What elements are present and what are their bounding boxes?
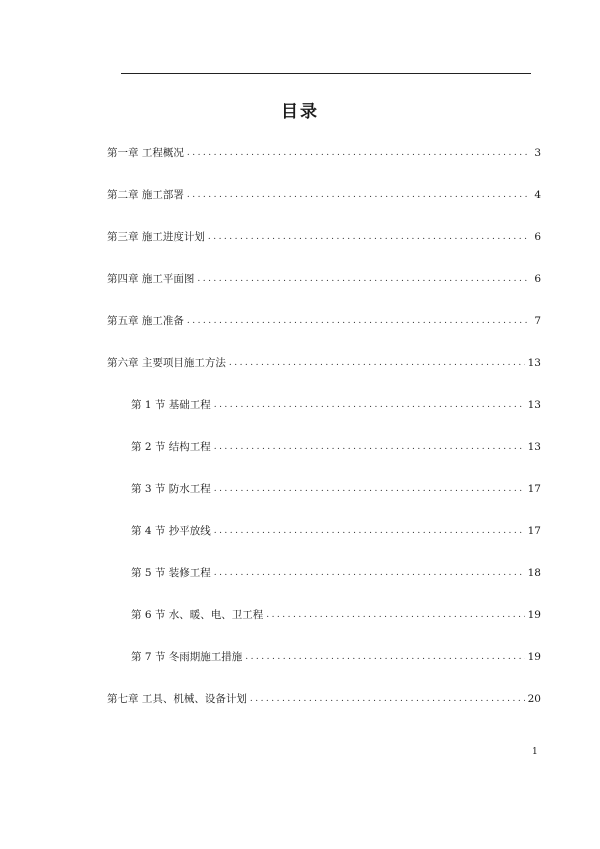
toc-entry-page: 6 [534,273,541,285]
dot-leader [197,269,530,289]
toc-entry-chapter-1[interactable] [107,143,541,163]
dot-leader [187,311,530,331]
toc-entry-label: 第 4 节 抄平放线 [131,525,211,537]
toc-entry-page: 4 [534,189,541,201]
toc-entry-chapter-5[interactable] [107,311,541,331]
dot-leader [214,437,525,457]
toc-entry-label: 第三章 施工进度计划 [107,231,205,243]
toc-entry-label: 第一章 工程概况 [107,147,184,159]
toc-entry-page: 7 [534,315,541,327]
dot-leader [214,479,525,499]
toc-entry-label: 第 7 节 冬雨期施工措施 [131,651,243,663]
toc-entry-chapter-7[interactable] [107,689,541,709]
toc-entry-chapter-3[interactable] [107,227,541,247]
toc-entry-label: 第 1 节 基础工程 [131,399,211,411]
dot-leader [266,605,524,625]
toc-entry-section-4[interactable] [131,521,541,541]
toc-entry-section-3[interactable] [131,479,541,499]
toc-entry-section-1[interactable] [131,395,541,415]
toc-entry-page: 6 [534,231,541,243]
toc-entry-chapter-6[interactable] [107,353,541,373]
toc-entry-label: 第 5 节 装修工程 [131,567,211,579]
toc-entry-page: 17 [527,525,541,537]
toc-entry-page: 18 [527,567,541,579]
toc-entry-page: 13 [527,399,541,411]
toc-entry-label: 第六章 主要项目施工方法 [107,357,226,369]
toc-entry-chapter-2[interactable] [107,185,541,205]
toc-entry-section-5[interactable] [131,563,541,583]
dot-leader [187,143,530,163]
toc-entry-page: 20 [527,693,541,705]
toc-entry-label: 第 3 节 防水工程 [131,483,211,495]
toc-entry-page: 19 [527,609,541,621]
dot-leader [245,647,524,667]
toc-entry-chapter-4[interactable] [107,269,541,289]
dot-leader [250,689,525,709]
toc-entry-page: 17 [527,483,541,495]
toc-entry-label: 第 2 节 结构工程 [131,441,211,453]
dot-leader [214,395,525,415]
toc-entry-section-6[interactable] [131,605,541,625]
dot-leader [187,185,530,205]
toc-entry-label: 第四章 施工平面图 [107,273,195,285]
toc-entry-label: 第二章 施工部署 [107,189,184,201]
toc-entry-page: 19 [527,651,541,663]
toc-entry-label: 第五章 施工准备 [107,315,184,327]
toc-entry-page: 13 [527,441,541,453]
dot-leader [214,521,525,541]
header-rule [121,73,531,74]
toc-entry-label: 第 6 节 水、暖、电、卫工程 [131,609,264,621]
page-number: 1 [532,747,538,757]
toc-entry-section-2[interactable] [131,437,541,457]
dot-leader [214,563,525,583]
toc-entry-page: 13 [527,357,541,369]
toc-entry-label: 第七章 工具、机械、设备计划 [107,693,247,705]
toc-title: 目录 [281,102,319,122]
dot-leader [229,353,525,373]
toc-entry-section-7[interactable] [131,647,541,667]
toc-entry-page: 3 [534,147,541,159]
dot-leader [208,227,530,247]
